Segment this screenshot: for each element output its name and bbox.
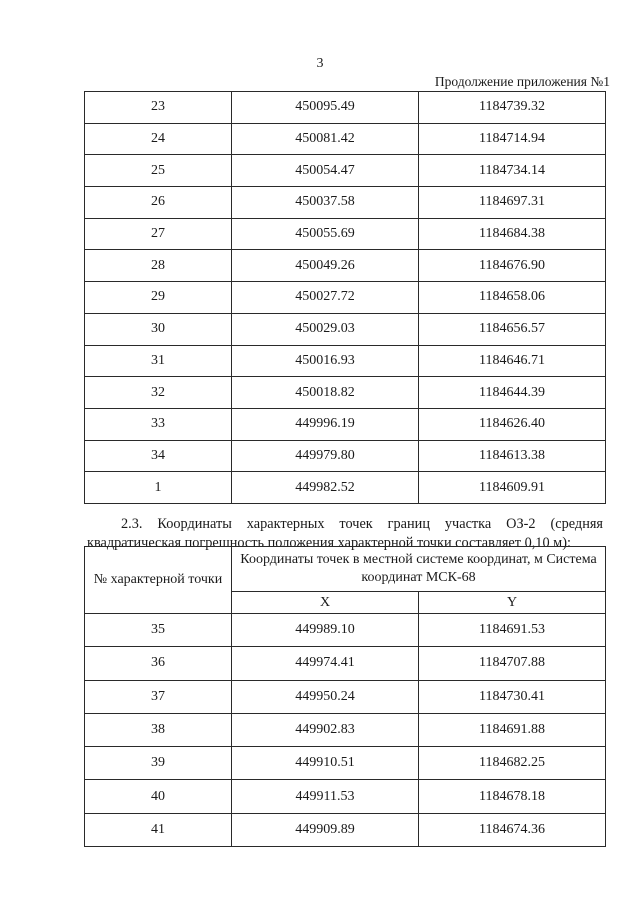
y-coordinate-cell: 1184684.38 (419, 218, 606, 250)
x-coordinate-cell: 449979.80 (232, 440, 419, 472)
point-number-cell: 37 (85, 680, 232, 713)
y-coordinate-cell: 1184707.88 (419, 647, 606, 680)
y-coordinate-cell: 1184676.90 (419, 250, 606, 282)
point-number-cell: 38 (85, 713, 232, 746)
point-number-cell: 23 (85, 92, 232, 124)
table-row (85, 813, 606, 846)
page-number: 3 (316, 56, 324, 71)
table-row (85, 187, 606, 219)
x-coordinate-cell: 449909.89 (232, 813, 419, 846)
coordinates-table-oz2 (84, 546, 606, 847)
y-coordinate-cell: 1184714.94 (419, 123, 606, 155)
y-coordinate-cell: 1184646.71 (419, 345, 606, 377)
y-coordinate-cell: 1184626.40 (419, 408, 606, 440)
table-row (85, 408, 606, 440)
x-coordinate-cell: 449902.83 (232, 713, 419, 746)
coordinates-header: Координаты точек в местной системе координат, м Система координат МСК-68 (232, 547, 606, 592)
y-coordinate-cell: 1184697.31 (419, 187, 606, 219)
x-coordinate-cell: 449982.52 (232, 472, 419, 504)
x-coordinate-cell: 450037.58 (232, 187, 419, 219)
point-number-cell: 1 (85, 472, 232, 504)
table-row (85, 155, 606, 187)
y-coordinate-cell: 1184613.38 (419, 440, 606, 472)
x-coordinate-cell: 450018.82 (232, 377, 419, 409)
table-row (85, 440, 606, 472)
x-coordinate-cell: 450016.93 (232, 345, 419, 377)
x-coordinate-cell: 449989.10 (232, 614, 419, 647)
point-number-cell: 39 (85, 747, 232, 780)
x-coordinate-cell: 450054.47 (232, 155, 419, 187)
y-coordinate-cell: 1184656.57 (419, 313, 606, 345)
section-paragraph: 2.3. Координаты характерных точек границ участка ОЗ-2 (средняя квадратическая погрешность положения характерной точки составляет 0,10 м): (87, 516, 603, 552)
y-column-header: Y (419, 592, 606, 614)
table-row (85, 345, 606, 377)
point-number-cell: 31 (85, 345, 232, 377)
point-number-header: № характерной точки (85, 547, 232, 614)
x-coordinate-cell: 449996.19 (232, 408, 419, 440)
x-coordinate-cell: 450095.49 (232, 92, 419, 124)
point-number-cell: 27 (85, 218, 232, 250)
point-number-cell: 36 (85, 647, 232, 680)
y-coordinate-cell: 1184734.14 (419, 155, 606, 187)
table-row (85, 377, 606, 409)
table-row (85, 218, 606, 250)
point-number-cell: 29 (85, 282, 232, 314)
y-coordinate-cell: 1184730.41 (419, 680, 606, 713)
point-number-cell: 40 (85, 780, 232, 813)
point-number-cell: 34 (85, 440, 232, 472)
point-number-cell: 24 (85, 123, 232, 155)
table-row (85, 614, 606, 647)
x-coordinate-cell: 450029.03 (232, 313, 419, 345)
y-coordinate-cell: 1184609.91 (419, 472, 606, 504)
table-row (85, 472, 606, 504)
x-coordinate-cell: 450027.72 (232, 282, 419, 314)
y-coordinate-cell: 1184682.25 (419, 747, 606, 780)
x-coordinate-cell: 450049.26 (232, 250, 419, 282)
point-number-cell: 33 (85, 408, 232, 440)
point-number-cell: 35 (85, 614, 232, 647)
x-coordinate-cell: 450081.42 (232, 123, 419, 155)
coordinates-table-continued (84, 91, 606, 504)
point-number-cell: 26 (85, 187, 232, 219)
x-coordinate-cell: 449950.24 (232, 680, 419, 713)
table-row (85, 780, 606, 813)
y-coordinate-cell: 1184739.32 (419, 92, 606, 124)
table-row (85, 313, 606, 345)
table-row (85, 713, 606, 746)
y-coordinate-cell: 1184658.06 (419, 282, 606, 314)
x-coordinate-cell: 449911.53 (232, 780, 419, 813)
x-coordinate-cell: 449974.41 (232, 647, 419, 680)
table-row (85, 680, 606, 713)
y-coordinate-cell: 1184678.18 (419, 780, 606, 813)
point-number-cell: 28 (85, 250, 232, 282)
table-row (85, 647, 606, 680)
point-number-cell: 30 (85, 313, 232, 345)
y-coordinate-cell: 1184691.53 (419, 614, 606, 647)
point-number-cell: 25 (85, 155, 232, 187)
y-coordinate-cell: 1184691.88 (419, 713, 606, 746)
y-coordinate-cell: 1184644.39 (419, 377, 606, 409)
x-column-header: X (232, 592, 419, 614)
point-number-cell: 41 (85, 813, 232, 846)
table-row (85, 123, 606, 155)
y-coordinate-cell: 1184674.36 (419, 813, 606, 846)
table-row (85, 747, 606, 780)
x-coordinate-cell: 449910.51 (232, 747, 419, 780)
x-coordinate-cell: 450055.69 (232, 218, 419, 250)
table-row (85, 282, 606, 314)
continuation-label: Продолжение приложения №1 (434, 74, 610, 89)
point-number-cell: 32 (85, 377, 232, 409)
table-row (85, 92, 606, 124)
table-row (85, 250, 606, 282)
